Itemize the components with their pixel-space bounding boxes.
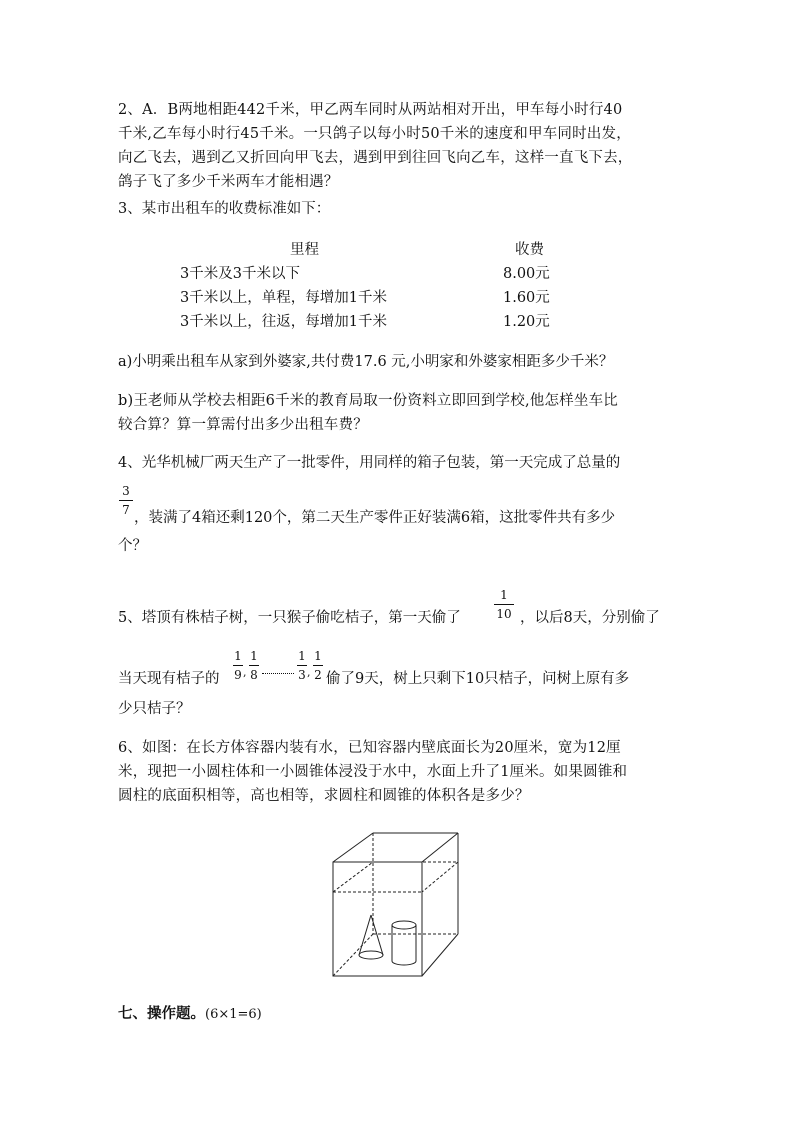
q2-line-3: 向乙飞去，遇到乙又折回向甲飞去，遇到甲到往回飞向乙车，这样一直飞下去， <box>118 150 633 166</box>
q4-line-1: 4、光华机械厂两天生产了一批零件，用同样的箱子包装，第一天完成了总量的 <box>118 455 621 471</box>
question-6 <box>118 736 688 808</box>
q3-part-a: a)小明乘出租车从家到外婆家,共付费17.6 元,小明家和外婆家相距多少千米？ <box>118 354 614 370</box>
q5-line-3: 少只桔子？ <box>118 701 191 717</box>
section-7-title: 七、操作题。 <box>118 1005 205 1022</box>
q3-b-line-2: 较合算？算一算需付出多少出租车费？ <box>118 417 368 433</box>
q5-line-1b: ，以后8天，分别偷了 <box>520 610 660 626</box>
q5-frac-1-3-numerator: 1 <box>298 649 306 663</box>
q2-line-1: 2、A．B两地相距442千米，甲乙两车同时从两站相对开出，甲车每小时行40 <box>118 102 623 118</box>
q5-frac-1-9-bar <box>233 665 243 666</box>
q5-frac-1-2-denominator: 2 <box>314 668 322 682</box>
q5-frac-1-8-denominator: 8 <box>250 668 258 682</box>
section-7-score: (6×1=6) <box>205 1007 262 1022</box>
q5-frac-1-8-bar <box>249 665 259 666</box>
cylinder-shape <box>392 921 416 965</box>
q6-line-1: 6、如图：在长方体容器内装有水，已知容器内壁底面长为20厘米，宽为12厘 <box>118 740 621 756</box>
fare-row-2-distance: 3千米以上，单程，每增加1千米 <box>180 290 387 306</box>
q4-fraction-denominator: 7 <box>122 503 130 517</box>
q5-frac-1-3-denominator: 3 <box>298 668 306 682</box>
q3-title: 3、某市出租车的收费标准如下： <box>118 201 331 217</box>
cone-shape <box>359 915 383 959</box>
q5-frac-1-9-denominator: 9 <box>234 668 242 682</box>
q3-b-line-1: b)王老师从学校去相距6千米的教育局取一份资料立即回到学校,他怎样坐车比 <box>118 393 618 409</box>
section-7-heading <box>118 1004 262 1025</box>
fare-table-header-fee: 收费 <box>515 242 544 258</box>
q5-ellipsis-dots <box>262 673 294 674</box>
fare-row-1-fee: 8.00元 <box>503 266 550 282</box>
q5-line-1a: 5、塔顶有株桔子树，一只猴子偷吃桔子，第一天偷了 <box>118 610 461 626</box>
question-2 <box>118 98 688 194</box>
q5-frac-1-9-numerator: 1 <box>234 649 242 663</box>
q4-line-2: ，装满了4箱还剩120个，第二天生产零件正好装满6箱，这批零件共有多少 <box>134 510 616 526</box>
fare-row-1-distance: 3千米及3千米以下 <box>180 266 300 282</box>
q6-line-2: 米，现把一小圆柱体和一小圆锥体浸没于水中，水面上升了1厘米。如果圆锥和 <box>118 764 628 780</box>
q5-comma-1: , <box>243 666 247 679</box>
q4-line-3: 个？ <box>118 538 147 554</box>
q3-part-b <box>118 389 688 437</box>
q5-frac-first-numerator: 1 <box>500 588 508 602</box>
fare-row-3-distance: 3千米以上，往返，每增加1千米 <box>180 314 387 330</box>
q4-fraction-numerator: 3 <box>122 484 130 498</box>
q2-line-2: 千米,乙车每小时行45千米。一只鸽子以每小时50千米的速度和甲车同时出发， <box>118 126 631 142</box>
q6-line-3: 圆柱的底面积相等，高也相等，求圆柱和圆锥的体积各是多少？ <box>118 788 530 804</box>
q5-frac-1-3-bar <box>297 665 307 666</box>
q5-frac-1-2-bar <box>313 665 323 666</box>
q5-comma-2: , <box>307 666 311 679</box>
fare-table-header-distance: 里程 <box>290 242 319 258</box>
q5-line-2a: 当天现有桔子的 <box>118 671 220 687</box>
q5-frac-first-denominator: 10 <box>496 607 512 621</box>
q5-frac-1-2-numerator: 1 <box>314 649 322 663</box>
q5-line-2b: 偷了9天，树上只剩下10只桔子，问树上原有多 <box>326 671 630 687</box>
q4-fraction-bar <box>119 500 133 501</box>
q2-line-4: 鸽子飞了多少千米两车才能相遇？ <box>118 174 339 190</box>
fare-row-3-fee: 1.20元 <box>503 314 550 330</box>
fare-row-2-fee: 1.60元 <box>503 290 550 306</box>
q5-frac-1-8-numerator: 1 <box>250 649 258 663</box>
q5-frac-first-bar <box>494 604 514 605</box>
